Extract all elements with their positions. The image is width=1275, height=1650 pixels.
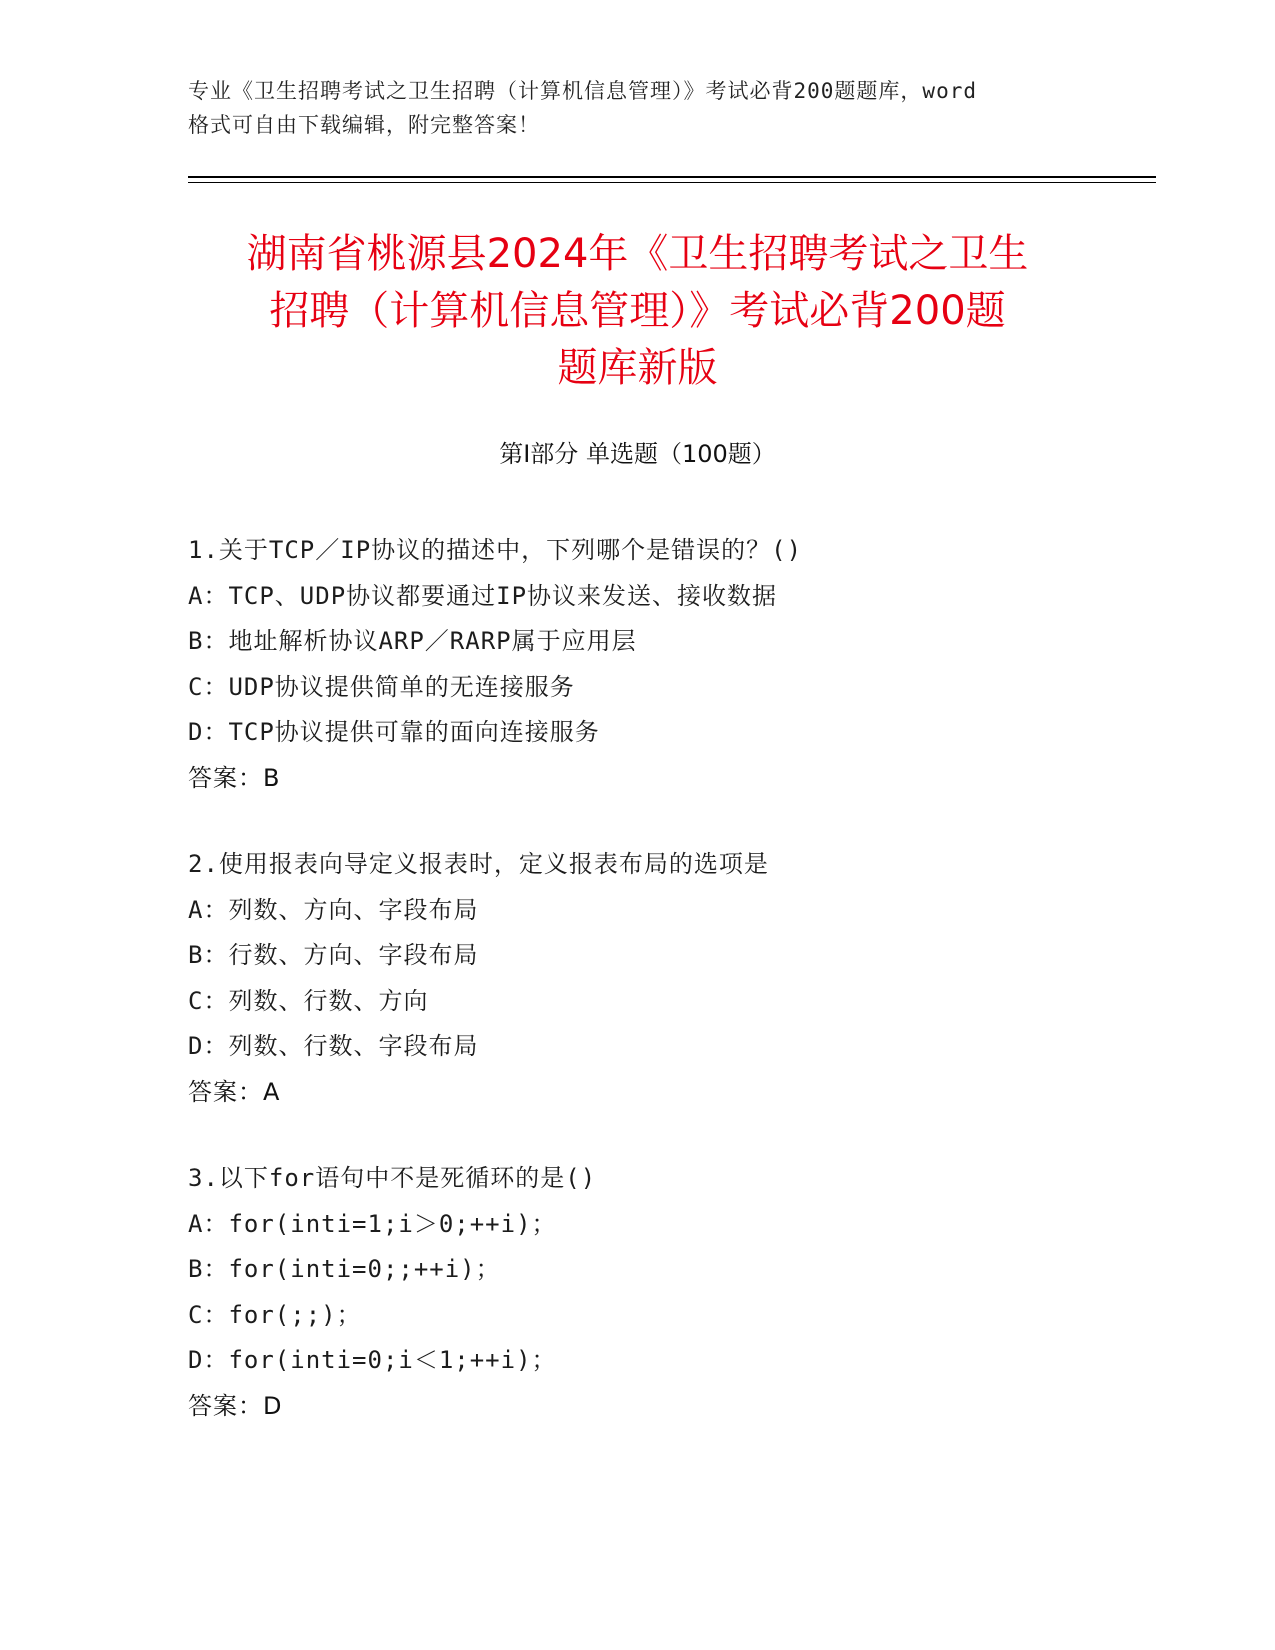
option-c: C：for(;;)；	[188, 1300, 362, 1329]
option-c: C：UDP协议提供简单的无连接服务	[188, 672, 575, 701]
title-line-2: 招聘（计算机信息管理）》考试必背200题	[269, 288, 1006, 334]
question-3	[188, 1156, 1138, 1429]
part-heading: 第Ⅰ部分 单选题（100题）	[499, 440, 776, 468]
option-a: A：TCP、UDP协议都要通过IP协议来发送、接收数据	[188, 581, 778, 610]
question-stem: 3.以下for语句中不是死循环的是()	[188, 1164, 597, 1192]
option-a: A：列数、方向、字段布局	[188, 895, 479, 924]
title-line-1: 湖南省桃源县2024年《卫生招聘考试之卫生	[246, 231, 1029, 277]
option-b: B：地址解析协议ARP／RARP属于应用层	[188, 627, 637, 655]
header-note	[188, 74, 1088, 142]
header-rule-top	[188, 176, 1156, 178]
option-b: B：行数、方向、字段布局	[188, 941, 479, 969]
header-note-line-1: 专业《卫生招聘考试之卫生招聘（计算机信息管理）》考试必背200题题库，word	[188, 79, 977, 103]
document-title	[160, 226, 1115, 397]
option-b: B：for(inti=0;;++i)；	[188, 1255, 501, 1283]
question-2	[188, 842, 1138, 1115]
header-note-line-2: 格式可自由下载编辑，附完整答案！	[188, 113, 540, 137]
question-1	[188, 528, 1138, 801]
option-d: D：TCP协议提供可靠的面向连接服务	[188, 718, 600, 746]
option-d: D：列数、行数、字段布局	[188, 1032, 479, 1060]
option-a: A：for(inti=1;i＞0;++i)；	[188, 1209, 557, 1238]
answer: 答案：B	[188, 763, 281, 792]
question-list	[188, 528, 1138, 1470]
option-c: C：列数、行数、方向	[188, 986, 429, 1015]
answer: 答案：A	[188, 1077, 281, 1106]
title-line-3: 题库新版	[557, 345, 718, 391]
option-d: D：for(inti=0;i＜1;++i)；	[188, 1346, 557, 1374]
header-rule-bottom	[188, 182, 1156, 183]
question-stem: 2.使用报表向导定义报表时，定义报表布局的选项是	[188, 850, 769, 878]
answer: 答案：D	[188, 1391, 283, 1420]
question-stem: 1.关于TCP／IP协议的描述中，下列哪个是错误的？()	[188, 536, 803, 564]
